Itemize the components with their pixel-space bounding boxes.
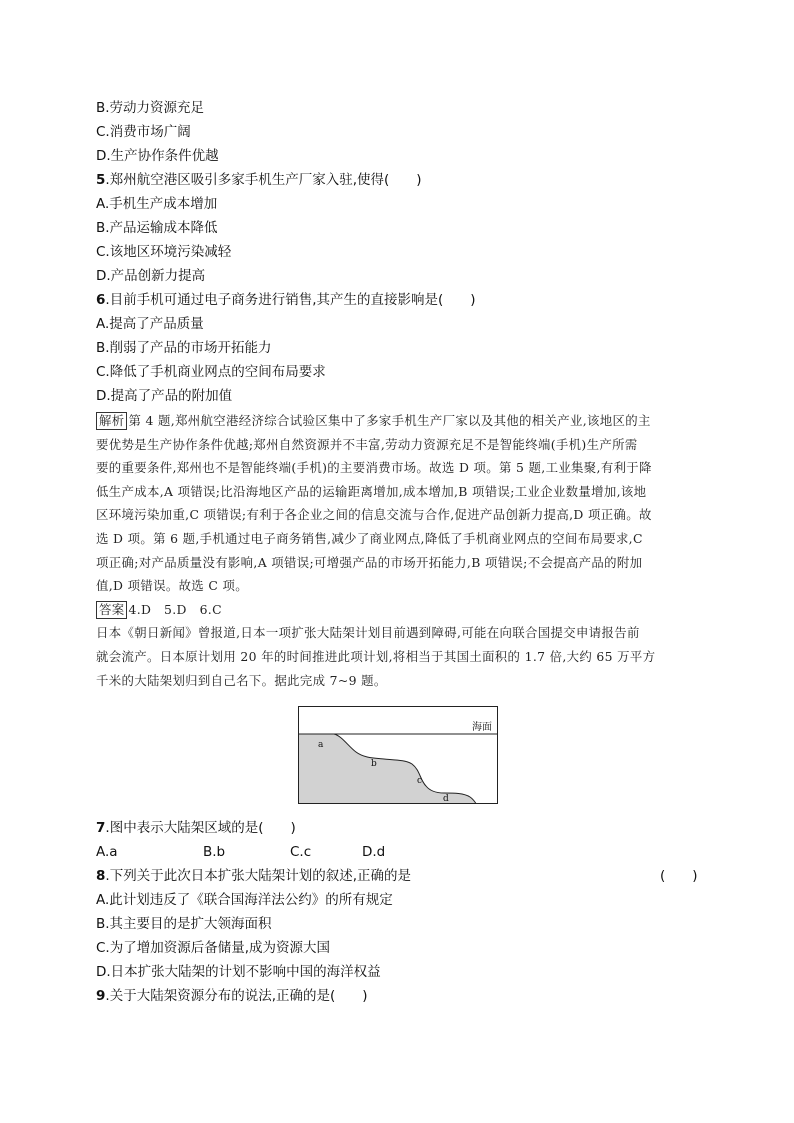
q7-option-a: A.a	[96, 844, 118, 860]
q8-number: 8	[96, 868, 106, 884]
q9-number: 9	[96, 988, 106, 1004]
explanation-row: 值,D 项错误。故选 C 项。	[96, 578, 248, 594]
q4-option-d: D.生产协作条件优越	[96, 148, 219, 164]
explanation-block	[96, 409, 700, 692]
q8-answer-paren: ( )	[660, 868, 698, 884]
point-b-label: b	[371, 759, 377, 769]
continental-shelf-figure	[298, 706, 498, 804]
q5-option-b: B.产品运输成本降低	[96, 220, 218, 236]
q6-stem	[96, 291, 476, 309]
q7-option-b: B.b	[203, 844, 226, 860]
q5-number: 5	[96, 172, 106, 188]
q8-stem	[96, 867, 411, 885]
explanation-tag: 解析	[96, 412, 127, 430]
sea-surface-label: 海面	[472, 722, 492, 733]
explanation-row: 要的重要条件,郑州也不是智能终端(手机)的主要消费市场。故选 D 项。第 5 题,工业集聚,有利于降	[96, 460, 652, 476]
answer-row	[96, 598, 700, 622]
q9-stem	[96, 987, 368, 1005]
answer-text: 4.D 5.D 6.C	[128, 601, 222, 617]
q7-number: 7	[96, 820, 106, 836]
q7-option-d: D.d	[362, 844, 386, 860]
passage-row: 千米的大陆架划归到自己名下。据此完成 7~9 题。	[96, 672, 387, 688]
q5-option-a: A.手机生产成本增加	[96, 196, 218, 212]
passage-row: 日本《朝日新闻》曾报道,日本一项扩张大陆架计划目前遇到障碍,可能在向联合国提交申请报告前	[96, 625, 640, 641]
q7-stem	[96, 819, 296, 837]
q6-option-c: C.降低了手机商业网点的空间布局要求	[96, 364, 326, 380]
q6-option-d: D.提高了产品的附加值	[96, 388, 233, 404]
explanation-row: 低生产成本,A 项错误;比沿海地区产品的运输距离增加,成本增加,B 项错误;工业企业数量增加,该地	[96, 483, 647, 499]
q6-option-a: A.提高了产品质量	[96, 316, 204, 332]
explanation-text: 第 4 题,郑州航空港经济综合试验区集中了多家手机生产厂家以及其他的相关产业,该地区的主	[128, 413, 651, 428]
passage-row: 就会流产。日本原计划用 20 年的时间推进此项计划,将相当于其国土面积的 1.7 倍,大约 65 万平方	[96, 648, 656, 664]
explanation-row	[96, 409, 700, 433]
q8-text: .下列关于此次日本扩张大陆架计划的叙述,正确的是	[105, 868, 411, 884]
q8-option-b: B.其主要目的是扩大领海面积	[96, 916, 272, 932]
q8-option-d: D.日本扩张大陆架的计划不影响中国的海洋权益	[96, 964, 381, 980]
q6-option-b: B.削弱了产品的市场开拓能力	[96, 340, 272, 356]
point-a-label: a	[318, 740, 324, 750]
q9-text: .关于大陆架资源分布的说法,正确的是( )	[105, 988, 368, 1004]
q5-stem	[96, 171, 422, 189]
explanation-row: 选 D 项。第 6 题,手机通过电子商务销售,减少了商业网点,降低了手机商业网点的空间布局要求,C	[96, 530, 643, 546]
q4-option-b: B.劳动力资源充足	[96, 100, 205, 116]
q8-option-c: C.为了增加资源后备储量,成为资源大国	[96, 940, 331, 956]
point-d-label: d	[443, 794, 449, 804]
explanation-row: 区环境污染加重,C 项错误;有利于各企业之间的信息交流与合作,促进产品创新力提高,D 项正确。故	[96, 507, 652, 523]
explanation-row: 项正确;对产品质量没有影响,A 项错误;可增强产品的市场开拓能力,B 项错误;不会提高产品的附加	[96, 554, 643, 570]
q4-option-c: C.消费市场广阔	[96, 124, 191, 140]
q5-option-c: C.该地区环境污染减轻	[96, 244, 232, 260]
explanation-row: 要优势是生产协作条件优越;郑州自然资源并不丰富,劳动力资源充足不是智能终端(手机)生产所需	[96, 436, 638, 452]
q5-option-d: D.产品创新力提高	[96, 268, 206, 284]
q6-number: 6	[96, 292, 106, 308]
q7-text: .图中表示大陆架区域的是( )	[105, 820, 296, 836]
q5-text: .郑州航空港区吸引多家手机生产厂家入驻,使得( )	[105, 172, 422, 188]
point-c-label: c	[417, 776, 423, 786]
q6-text: .目前手机可通过电子商务进行销售,其产生的直接影响是( )	[105, 292, 476, 308]
q8-option-a: A.此计划违反了《联合国海洋法公约》的所有规定	[96, 892, 393, 908]
q7-option-c: C.c	[290, 844, 312, 860]
answer-tag: 答案	[96, 601, 127, 619]
